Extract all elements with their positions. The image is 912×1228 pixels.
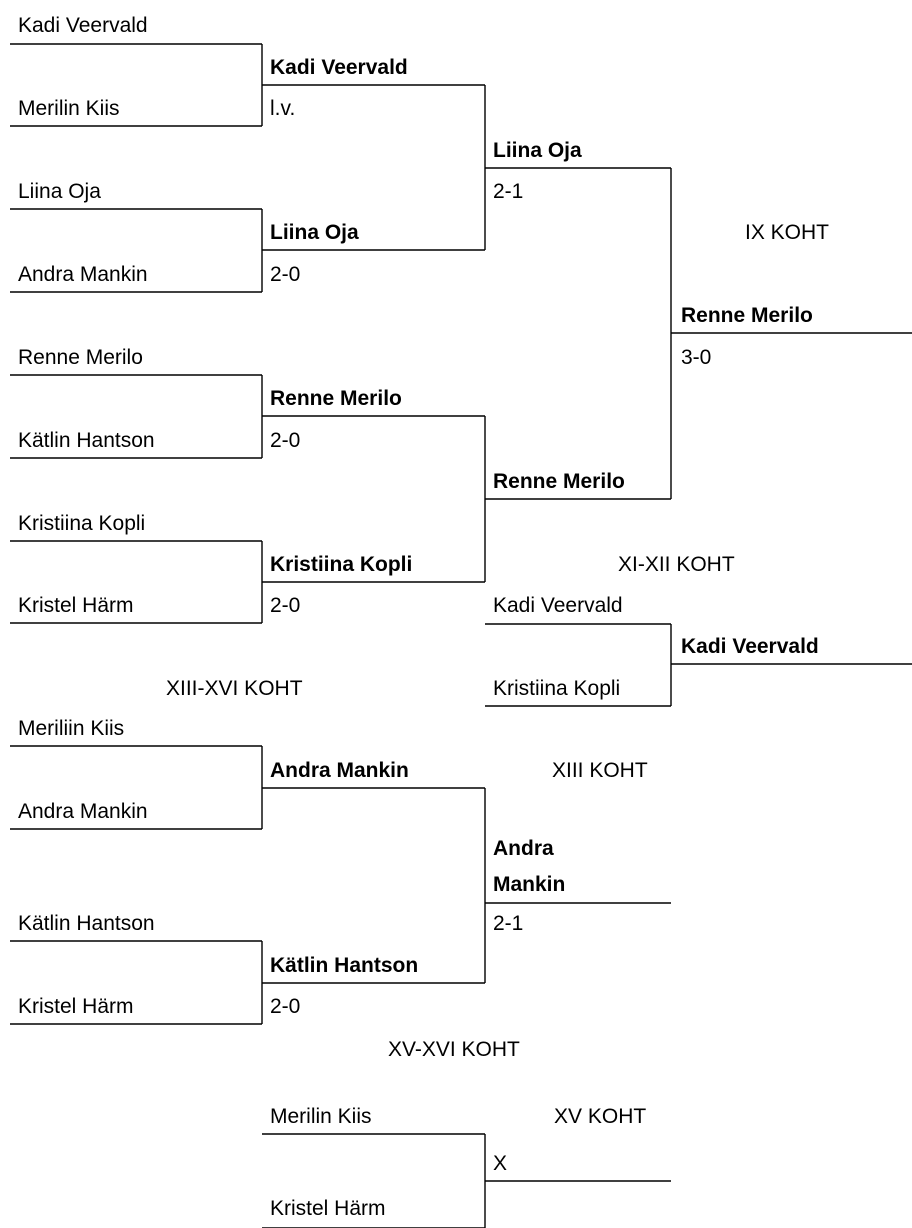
- player-entry: Merilin Kiis: [270, 1105, 372, 1128]
- place-label: IX KOHT: [745, 221, 830, 244]
- match-winner: Andra Mankin: [270, 759, 409, 782]
- player-entry: Kristiina Kopli: [493, 677, 621, 700]
- match-score: l.v.: [270, 97, 296, 120]
- final-score: 2-1: [493, 912, 524, 935]
- match-score: 2-0: [270, 594, 301, 617]
- place-label: XIII KOHT: [552, 759, 648, 782]
- match-winner: Kadi Veervald: [270, 56, 408, 79]
- player-entry: Kristel Härm: [18, 995, 134, 1018]
- player-entry: Andra Mankin: [18, 800, 148, 823]
- match-winner: Kristiina Kopli: [270, 553, 413, 576]
- final-winner: Andra: [493, 837, 554, 860]
- player-entry: Kristiina Kopli: [18, 512, 146, 535]
- player-entry: Kadi Veervald: [18, 14, 148, 37]
- player-entry: Andra Mankin: [18, 263, 148, 286]
- player-entry: Merilin Kiis: [18, 97, 120, 120]
- player-entry: Kristel Härm: [18, 594, 134, 617]
- final-winner: Renne Merilo: [681, 304, 813, 327]
- match-score: 2-1: [493, 180, 524, 203]
- match-winner: Renne Merilo: [270, 387, 402, 410]
- section-label: XI-XII KOHT: [618, 553, 735, 576]
- player-entry: Kadi Veervald: [493, 594, 623, 617]
- match-winner: Liina Oja: [493, 139, 582, 162]
- player-entry: Kätlin Hantson: [18, 912, 155, 935]
- match-winner: Renne Merilo: [493, 470, 625, 493]
- player-entry: Meriliin Kiis: [18, 717, 125, 740]
- section-label: XIII-XVI KOHT: [166, 677, 303, 700]
- player-entry: Kristel Härm: [270, 1197, 386, 1220]
- final-winner: Kadi Veervald: [681, 635, 819, 658]
- final-winner: X: [493, 1152, 508, 1175]
- match-winner: Kätlin Hantson: [270, 954, 419, 977]
- place-label: XV KOHT: [554, 1105, 647, 1128]
- match-score: 2-0: [270, 429, 301, 452]
- match-winner: Liina Oja: [270, 221, 359, 244]
- final-score: 3-0: [681, 346, 712, 369]
- player-entry: Renne Merilo: [18, 346, 143, 369]
- player-entry: Kätlin Hantson: [18, 429, 155, 452]
- player-entry: Liina Oja: [18, 180, 101, 203]
- match-score: 2-0: [270, 995, 301, 1018]
- final-winner: Mankin: [493, 873, 566, 896]
- match-score: 2-0: [270, 263, 301, 286]
- section-label: XV-XVI KOHT: [388, 1038, 520, 1061]
